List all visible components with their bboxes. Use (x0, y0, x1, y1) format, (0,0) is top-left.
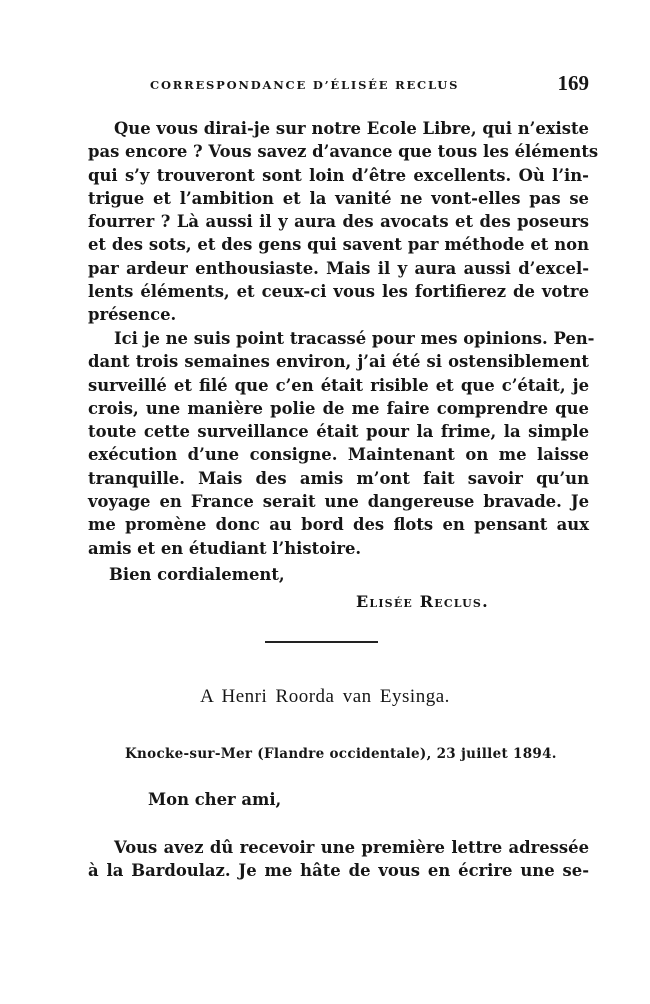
text-line: lents éléments, et ceux-ci vous les fortifierez de votre (88, 282, 589, 302)
text-line: amis et en étudiant l’histoire. (88, 538, 362, 558)
text-line: crois, une manière polie de me faire comprendre que (88, 398, 589, 418)
letter-2-paragraph-1 (88, 836, 589, 883)
text-line: trigue et l’ambition et la vanité ne vont-elles pas se (88, 188, 589, 208)
text-line: dant trois semaines environ, j’ai été si ostensiblement (88, 352, 589, 372)
text-line: Que vous dirai-je sur notre Ecole Libre, qui n’existe (114, 119, 589, 138)
signature (356, 592, 489, 611)
text-line: exécution d’une consigne. Maintenant on me laisse (88, 445, 589, 465)
text-line: présence. (88, 305, 177, 325)
text-line: Ici je ne suis point tracassé pour mes opinions. Pen- (114, 329, 595, 348)
dateline: Knocke-sur-Mer (Flandre occidentale), 23 juillet 1894. (125, 746, 557, 762)
text-line: à la Bardoulaz. Je me hâte de vous en écrire une se- (88, 861, 589, 881)
letter-heading: A Henri Roorda van Eysinga. (200, 686, 450, 707)
text-line: par ardeur enthousiaste. Mais il y aura aussi d’excel- (88, 258, 589, 278)
letter-greeting: Mon cher ami, (148, 790, 282, 809)
text-line: et des sots, et des gens qui savent par méthode et non (88, 235, 589, 255)
text-line: me promène donc au bord des flots en pensant aux (88, 515, 589, 535)
page-number: 169 (557, 71, 589, 95)
letter-closing: Bien cordialement, (109, 565, 285, 584)
section-divider (265, 641, 378, 643)
signature-name: Elisée Reclus. (356, 592, 489, 611)
text-line: surveillé et filé que c’en était risible et que c’était, je (88, 375, 589, 395)
text-line: fourrer ? Là aussi il y aura des avocats et des poseurs (88, 212, 589, 232)
text-line: qui s’y trouveront sont loin d’être excellents. Où l’in- (88, 165, 589, 185)
text-line: voyage en France serait une dangereuse bravade. Je (88, 492, 589, 512)
text-line: Vous avez dû recevoir une première lettre adressée (114, 838, 589, 857)
running-header: CORRESPONDANCE D’ÉLISÉE RECLUS (150, 78, 460, 92)
text-line: pas encore ? Vous savez d’avance que tous les éléments (88, 142, 599, 162)
letter-paragraph-1 (88, 117, 599, 327)
text-line: tranquille. Mais des amis m’ont fait savoir qu’un (88, 468, 589, 488)
letter-paragraph-2 (88, 327, 595, 560)
text-line: toute cette surveillance était pour la frime, la simple (88, 422, 589, 442)
